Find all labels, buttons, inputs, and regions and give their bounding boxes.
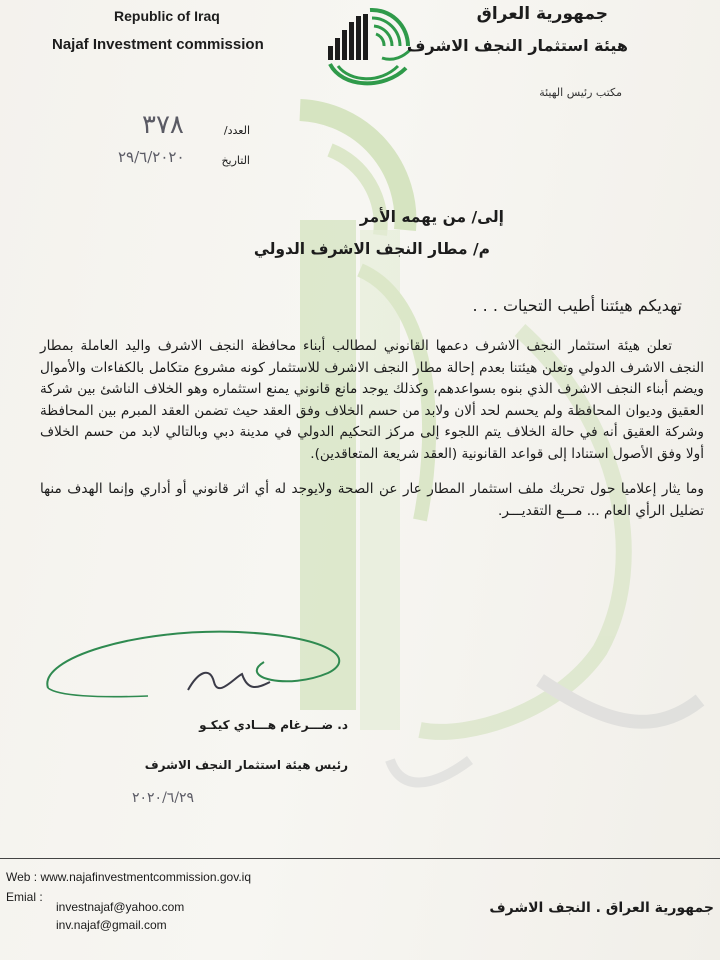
footer-ar-address: جمهورية العراق . النجف الاشرف (489, 900, 714, 916)
footer-divider (0, 858, 720, 859)
header-ar-office: مكتب رئيس الهيئة (539, 86, 622, 99)
paragraph-2: وما يثار إعلاميا حول تحريك ملف استثمار المطار عار عن الصحة ولايوجد له أي اثر قانوني أو أداري وإنما الهدف منها تضليل الرأي العام ... مـــع التقديـــر. (40, 481, 704, 519)
signature-flourish (38, 618, 358, 728)
footer-web: Web : www.najafinvestmentcommission.gov.iq (6, 870, 251, 884)
ref-number-label: العدد/ (223, 124, 250, 137)
ref-date-value: ٢٩/٦/٢٠٢٠ (118, 148, 185, 166)
header-ar-country: جمهورية العراق (476, 4, 608, 24)
recipient-line1: إلى/ من يهمه الأمر (359, 208, 504, 226)
signatory-title: رئيس هيئة استثمار النجف الاشرف (144, 758, 348, 772)
header-ar-commission: هيئة استثمار النجف الاشرف (406, 36, 628, 55)
signature-date: ٢٠٢٠/٦/٢٩ (132, 790, 195, 806)
letter-body (40, 336, 704, 522)
commission-logo-icon (322, 4, 418, 92)
recipient-line2: م/ مطار النجف الاشرف الدولي (253, 240, 490, 258)
greeting: تهديكم هيئتنا أطيب التحيات . . . (472, 296, 682, 315)
header-en-country: Republic of Iraq (114, 8, 220, 24)
footer-email-1: investnajaf@yahoo.com (56, 900, 185, 914)
ref-date-label: التاريخ (221, 154, 250, 167)
signatory-name: د. ضـــرغام هـــادي كيكـو (199, 718, 348, 732)
footer-email-label: Emial : (6, 890, 43, 904)
footer-email-2: inv.najaf@gmail.com (56, 918, 167, 932)
paragraph-1: تعلن هيئة استثمار النجف الاشرف دعمها القانوني لمطالب أبناء محافظة النجف الاشرف واليد العاملة بمطار النجف الاشرف الدولي وتعلن هيئتنا بعدم إحالة مطار النجف الاشرف للاستثمار كونه مشروع متكامل بالكفاءات والأموال ويضم أبناء النجف الاشرف الذي بنوه بسواعدهم، وكذلك يوجد مانع قانوني يمنع استثماره وهو الخلاف الناشئ بين شركة العقيق وديوان المحافظة ولم يحسم لحد ألان ولابد من حسم الخلاف وفق العقد حيث تضمن العقد المبرم بين المحافظة وشركة العقيق أنه في حالة الخلاف يتم اللجوء إلى مركز التحكيم الدولي في مدينة دبي وبالتالي لابد من حسم الخلاف أولا وفق الأصول استنادا إلى قواعد القانونية (العقد شريعة المتعاقدين). (40, 338, 704, 462)
ref-number-value: ٣٧٨ (142, 110, 184, 140)
header-en-commission: Najaf Investment commission (52, 36, 264, 53)
